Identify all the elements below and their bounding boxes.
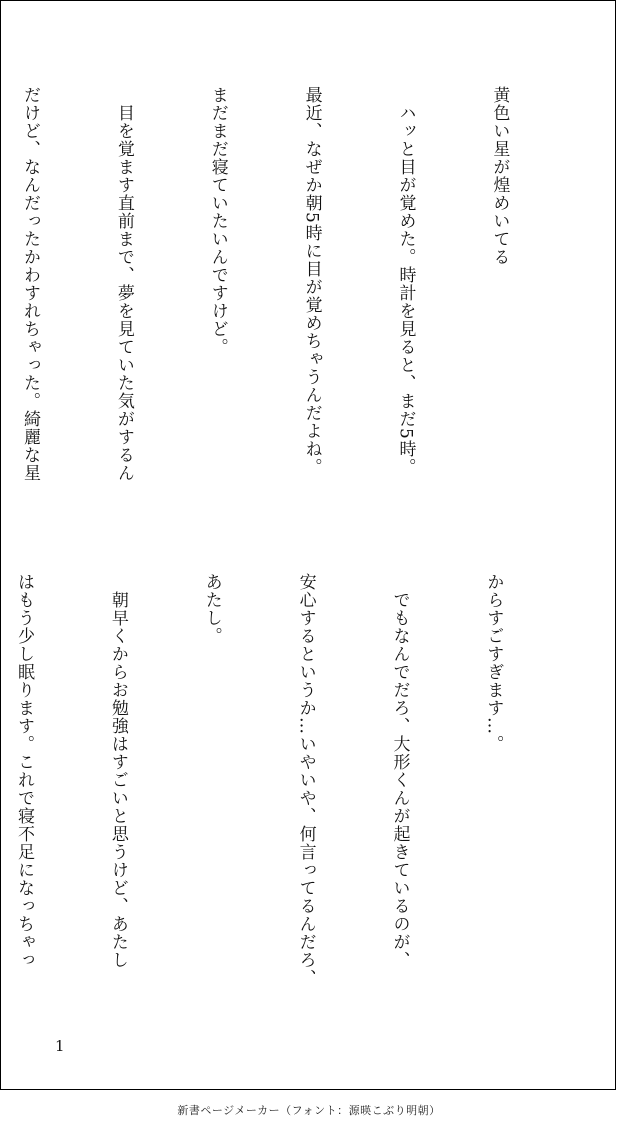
- lower-text-block: [0, 573, 571, 1023]
- text-line: だけど、なんだったかわすれちゃった。綺麗な星: [19, 86, 40, 482]
- text-line: あたし。: [201, 573, 222, 645]
- text-line: 最近、なぜか朝5時に目が覚めちゃうんだよね。: [301, 86, 322, 476]
- text-line: からすごすぎます…。: [483, 573, 504, 753]
- text-line: 黄色い星が煌めいてる: [489, 86, 510, 266]
- upper-text-block: [0, 86, 577, 526]
- text-line: 目を覚ます直前まで、夢を見ていた気がするん: [113, 86, 134, 482]
- footer-credit: 新書ページメーカー（フォント：源暎こぶり明朝）: [177, 1104, 441, 1117]
- text-line: でもなんでだろ、大形くんが起きているのが、: [389, 573, 410, 969]
- text-line: 安心するというか…いやいや、何言ってるんだろ、: [295, 573, 316, 987]
- page-number: 1: [55, 1037, 65, 1055]
- text-line: はもう少し眠ります。これで寝不足になっちゃっ: [13, 573, 34, 969]
- text-line: 朝早くからお勉強はすごいと思うけど、あたし: [107, 573, 128, 969]
- text-line: ハッと目が覚めた。時計を見ると、まだ5時。: [395, 86, 416, 476]
- text-line: まだまだ寝ていたいんですけど。: [207, 86, 228, 356]
